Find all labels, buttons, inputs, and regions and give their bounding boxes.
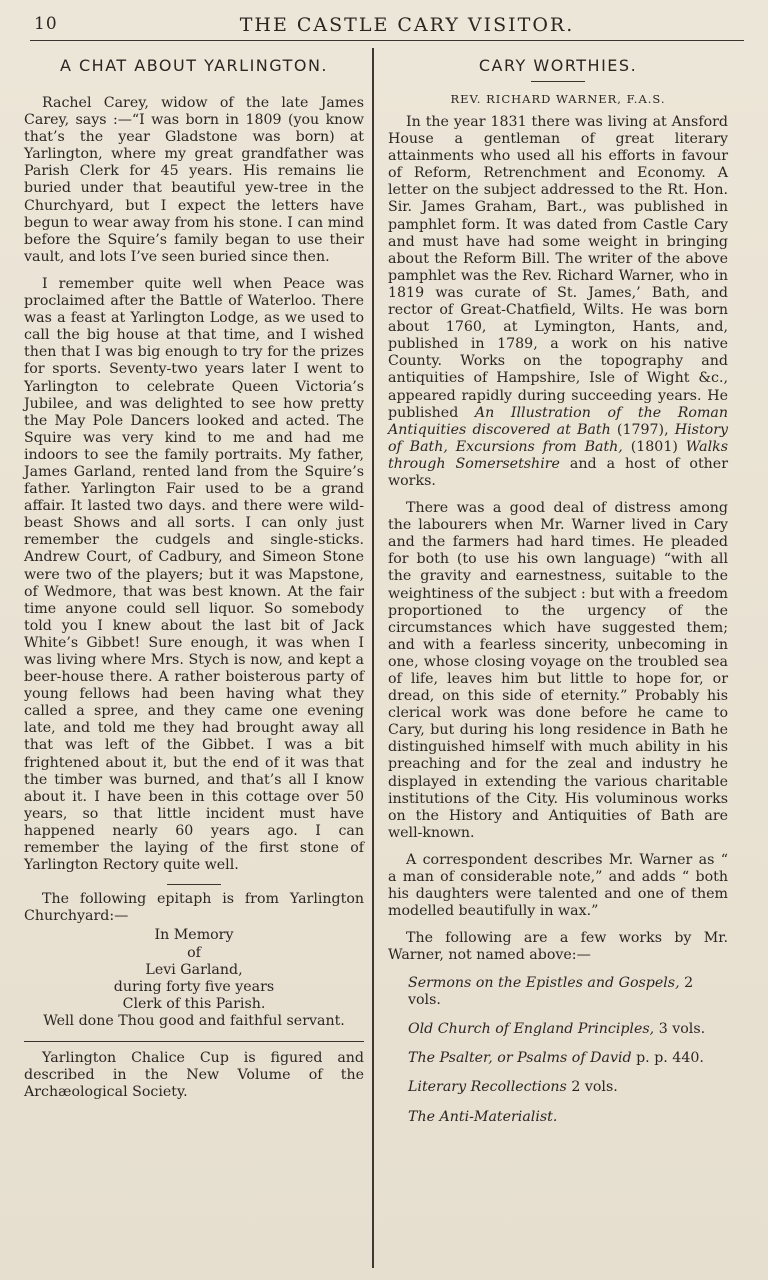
left-column — [24, 56, 364, 1111]
page-number: 10 — [34, 14, 58, 34]
italic-title: History of Bath, Excursions from Bath, — [388, 421, 728, 455]
epitaph-intro: The following epitaph is from Yarlington Churchyard:— — [24, 891, 364, 925]
heading-underline — [531, 81, 585, 82]
epitaph-line: Levi Garland, — [145, 961, 243, 978]
work-note: 2 vols. — [571, 1079, 618, 1096]
epitaph-line: Clerk of this Parish. — [122, 996, 266, 1013]
section-rule — [24, 1041, 364, 1043]
works-list — [388, 975, 728, 1126]
list-item — [388, 1021, 728, 1038]
column-divider — [372, 48, 374, 1268]
list-item — [388, 975, 728, 1009]
italic-title: An Illustration of the Roman Antiquities discovered at Bath — [388, 404, 728, 438]
text-run: In the year 1831 there was living at Ansford House a gentleman of great literary attainments who used all his efforts in favour of Reform, Retrenchment and Economy. A letter on the subject addressed to the Rt. Hon. Sir. James Graham, Bart., was published in pamphlet form. It was dated from Castle Cary and must have had some weight in bringing about the Reform Bill. The writer of the above pamphlet was the Rev. Richard Warner, who in 1819 was curate of St. James,’ Bath, and rector of Great-Chatfield, Wilts. He was born about 1760, at Lymington, Hants, and, published in 1789, a work on his native County. Works on the topography and antiquities of Hampshire, Isle of Wight &c., appeared rapidly during succeeding years. He published — [388, 114, 728, 421]
work-note: 3 vols. — [658, 1020, 706, 1037]
paragraph: A correspondent describes Mr. Warner as “ a man of considerable note,” and adds “ both his daughters were talented and one of them modelled beautifully in wax.” — [388, 851, 728, 920]
epitaph-line: during forty five years — [113, 979, 275, 996]
epitaph — [24, 927, 364, 1030]
page-header — [30, 8, 744, 41]
article-heading-cary-worthies — [388, 56, 728, 82]
list-item — [388, 1050, 728, 1067]
work-title: The Psalter, or Psalms of David — [408, 1050, 632, 1067]
work-title: The Anti-Materialist. — [408, 1108, 558, 1125]
article-subheading: REV. RICHARD WARNER, F.A.S. — [450, 92, 666, 106]
running-title: THE CASTLE CARY VISITOR. — [239, 14, 575, 36]
right-column — [388, 56, 728, 1138]
article-heading-yarlington — [24, 56, 364, 75]
paragraph: Rachel Carey, widow of the late James Carey, says :—“I was born in 1809 (you know that’s the year Gladstone was born) at Yarlington, where my great grandfather was Parish Clerk for 45 years. His remains lie buried under that beautiful yew-tree in the Churchyard, but I expect the letters have begun to wear away from his stone. I can mind before the Squire’s family began to use their vault, and lots I’ve seen buried since then. — [24, 95, 364, 265]
paragraph: The following are a few works by Mr. Warner, not named above:— — [388, 930, 728, 964]
text-run: (1801) — [630, 438, 678, 455]
work-title: Literary Recollections — [408, 1079, 567, 1096]
list-item — [388, 1109, 728, 1126]
epitaph-line: In Memory — [154, 927, 234, 944]
work-title: Sermons on the Epistles and Gospels, — [408, 974, 680, 991]
paragraph: There was a good deal of distress among the labourers when Mr. Warner lived in Cary and the farmers had hard times. He pleaded for both (to use his own language) “with all the gravity and earnestness, suitable to the weightiness of the subject : but with a freedom proportioned to the urgency of the circumstances which have suggested them; and with a fearless sincerity, unbecoming in one, whose closing voyage on the troubled sea of life, leaves him but little to hope for, or dread, on this side of eternity.” Probably his clerical work was done before he came to Cary, but during his long residence in Bath he distinguished himself with much ability in his preaching and for the zeal and industry he displayed in extending the various charitable institutions of the City. His voluminous works on the History and Antiquities of Bath are well-known. — [388, 500, 728, 841]
work-note: 2 vols. — [408, 974, 694, 1008]
italic-title: Walks through Somersetshire — [388, 438, 729, 472]
epitaph-line: Well done Thou good and faithful servant. — [43, 1013, 345, 1030]
heading-text: A CHAT ABOUT YARLINGTON. — [59, 56, 329, 75]
work-note: p. p. 440. — [636, 1050, 704, 1067]
paragraph-chalice: Yarlington Chalice Cup is figured and described in the New Volume of the Archæological Society. — [24, 1050, 364, 1101]
text-run: and a host of other works. — [388, 455, 728, 489]
list-item — [388, 1079, 728, 1096]
text-run: (1797), — [616, 421, 669, 438]
paragraph: I remember quite well when Peace was proclaimed after the Battle of Waterloo. There was a feast at Yarlington Lodge, as we used to call the big house at that time, and I wished then that I was big enough to try for the prizes for sports. Seventy-two years later I went to Yarlington to celebrate Queen Victoria’s Jubilee, and was delighted to see how pretty the May Pole Dancers looked and acted. The Squire was very kind to me and had me indoors to see the family portraits. My father, James Garland, rented land from the Squire’s father. Yarlington Fair used to be a grand affair. It lasted two days. and there were wild-beast Shows and all sorts. I can only just remember the cudgels and single-sticks. Andrew Court, of Cadbury, and Simeon Stone were two of the players; but it was Mapstone, of Wedmore, that was best known. At the fair time anyone could sell liquor. So somebody told you I knew about the last bit of Jack White’s Gibbet! Sure enough, it was when I was living where Mrs. Stych is now, and kept a beer-house there. A rather boisterous party of young fellows had been having what they called a spree, and they came one evening late, and told me they had brought away all that was left of the Gibbet. I was a bit frightened about it, but the end of it was that the timber was burned, and that’s all I know about it. I have been in this cottage over 50 years, so that little incident must have happened nearly 60 years ago. I can remember the laying of the first stone of Yarlington Rectory quite well. — [24, 275, 364, 874]
section-rule — [167, 884, 221, 885]
heading-text: CARY WORTHIES. — [478, 56, 638, 75]
paragraph — [388, 114, 728, 490]
work-title: Old Church of England Principles, — [408, 1020, 655, 1037]
epitaph-line: of — [187, 944, 201, 961]
